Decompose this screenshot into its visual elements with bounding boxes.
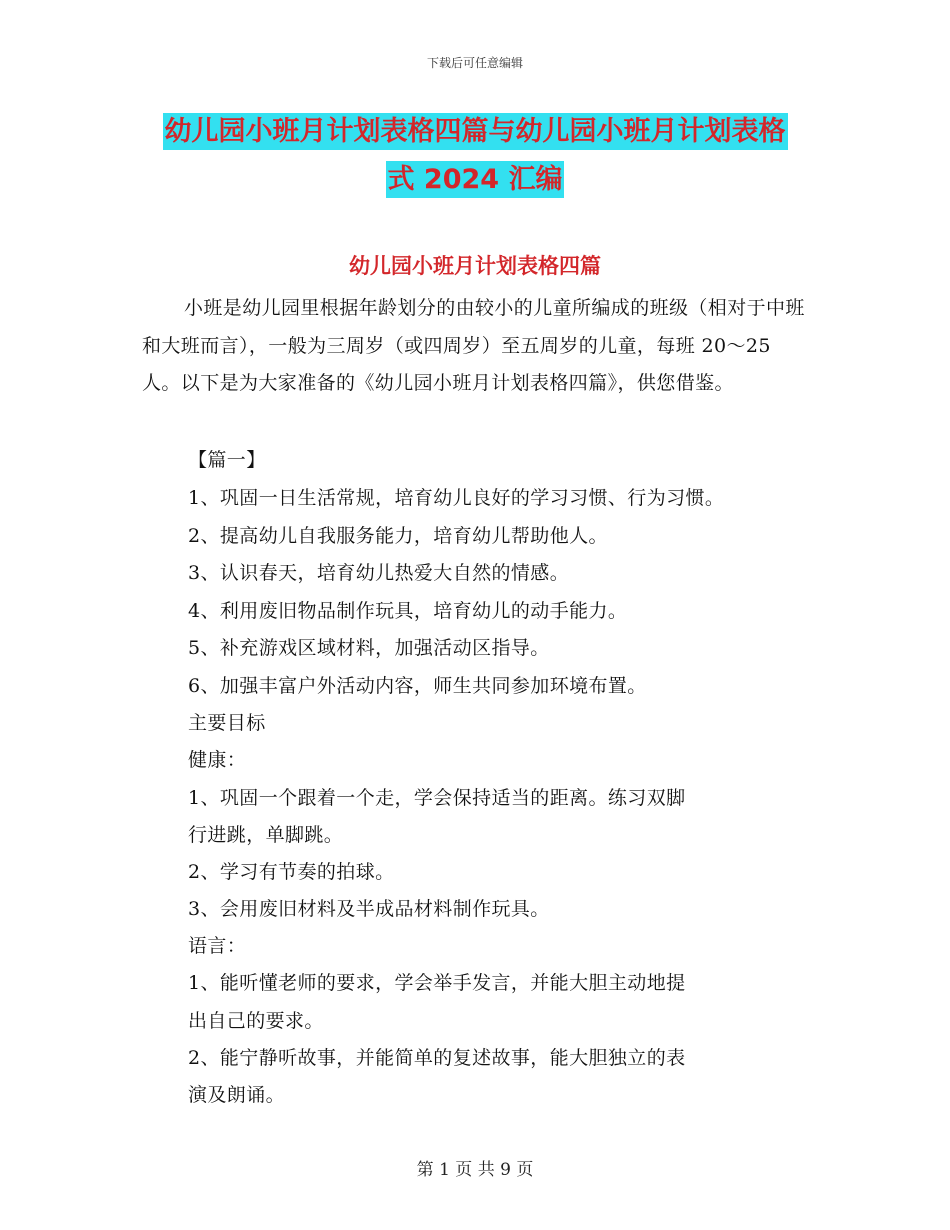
- document-title-line-1: 幼儿园小班月计划表格四篇与幼儿园小班月计划表格: [163, 113, 788, 150]
- list-item: 2、提高幼儿自我服务能力，培育幼儿帮助他人。: [188, 525, 608, 547]
- subheading-language: 语言：: [188, 935, 247, 957]
- list-item-continuation: 演及朗诵。: [188, 1084, 286, 1106]
- list-item: 5、补充游戏区域材料，加强活动区指导。: [188, 637, 550, 659]
- subheading-main-goals: 主要目标: [188, 712, 266, 734]
- list-item: 3、认识春天，培育幼儿热爱大自然的情感。: [188, 562, 570, 584]
- list-item: 1、巩固一个跟着一个走，学会保持适当的距离。练习双脚: [188, 787, 686, 809]
- list-item: 2、学习有节奏的拍球。: [188, 861, 395, 883]
- header-note: 下载后可任意编辑: [426, 56, 523, 70]
- list-item-continuation: 出自己的要求。: [188, 1010, 324, 1032]
- list-item: 6、加强丰富户外活动内容，师生共同参加环境布置。: [188, 675, 647, 697]
- section-title: 幼儿园小班月计划表格四篇: [349, 254, 601, 278]
- list-item: 2、能宁静听故事，并能简单的复述故事，能大胆独立的表: [188, 1047, 686, 1069]
- list-item: 4、利用废旧物品制作玩具，培育幼儿的动手能力。: [188, 600, 628, 622]
- document-title-line-2: 式 2024 汇编: [386, 161, 565, 198]
- intro-paragraph: 小班是幼儿园里根据年龄划分的由较小的儿童所编成的班级（相对于中班和大班而言），一般为三周岁（或四周岁）至五周岁的儿童，每班 20～25 人。以下是为大家准备的《幼儿园小班月计划表格四篇》，供您借鉴。: [142, 297, 805, 394]
- list-item: 1、能听懂老师的要求，学会举手发言，并能大胆主动地提: [188, 972, 686, 994]
- list-item-continuation: 行进跳，单脚跳。: [188, 824, 344, 846]
- page-footer: 第 1 页 共 9 页: [416, 1160, 534, 1180]
- subheading-health: 健康：: [188, 749, 247, 771]
- part-heading: 【篇一】: [188, 449, 266, 471]
- list-item: 3、会用废旧材料及半成品材料制作玩具。: [188, 898, 550, 920]
- document-title: [0, 108, 950, 204]
- list-item: 1、巩固一日生活常规，培育幼儿良好的学习习惯、行为习惯。: [188, 487, 725, 509]
